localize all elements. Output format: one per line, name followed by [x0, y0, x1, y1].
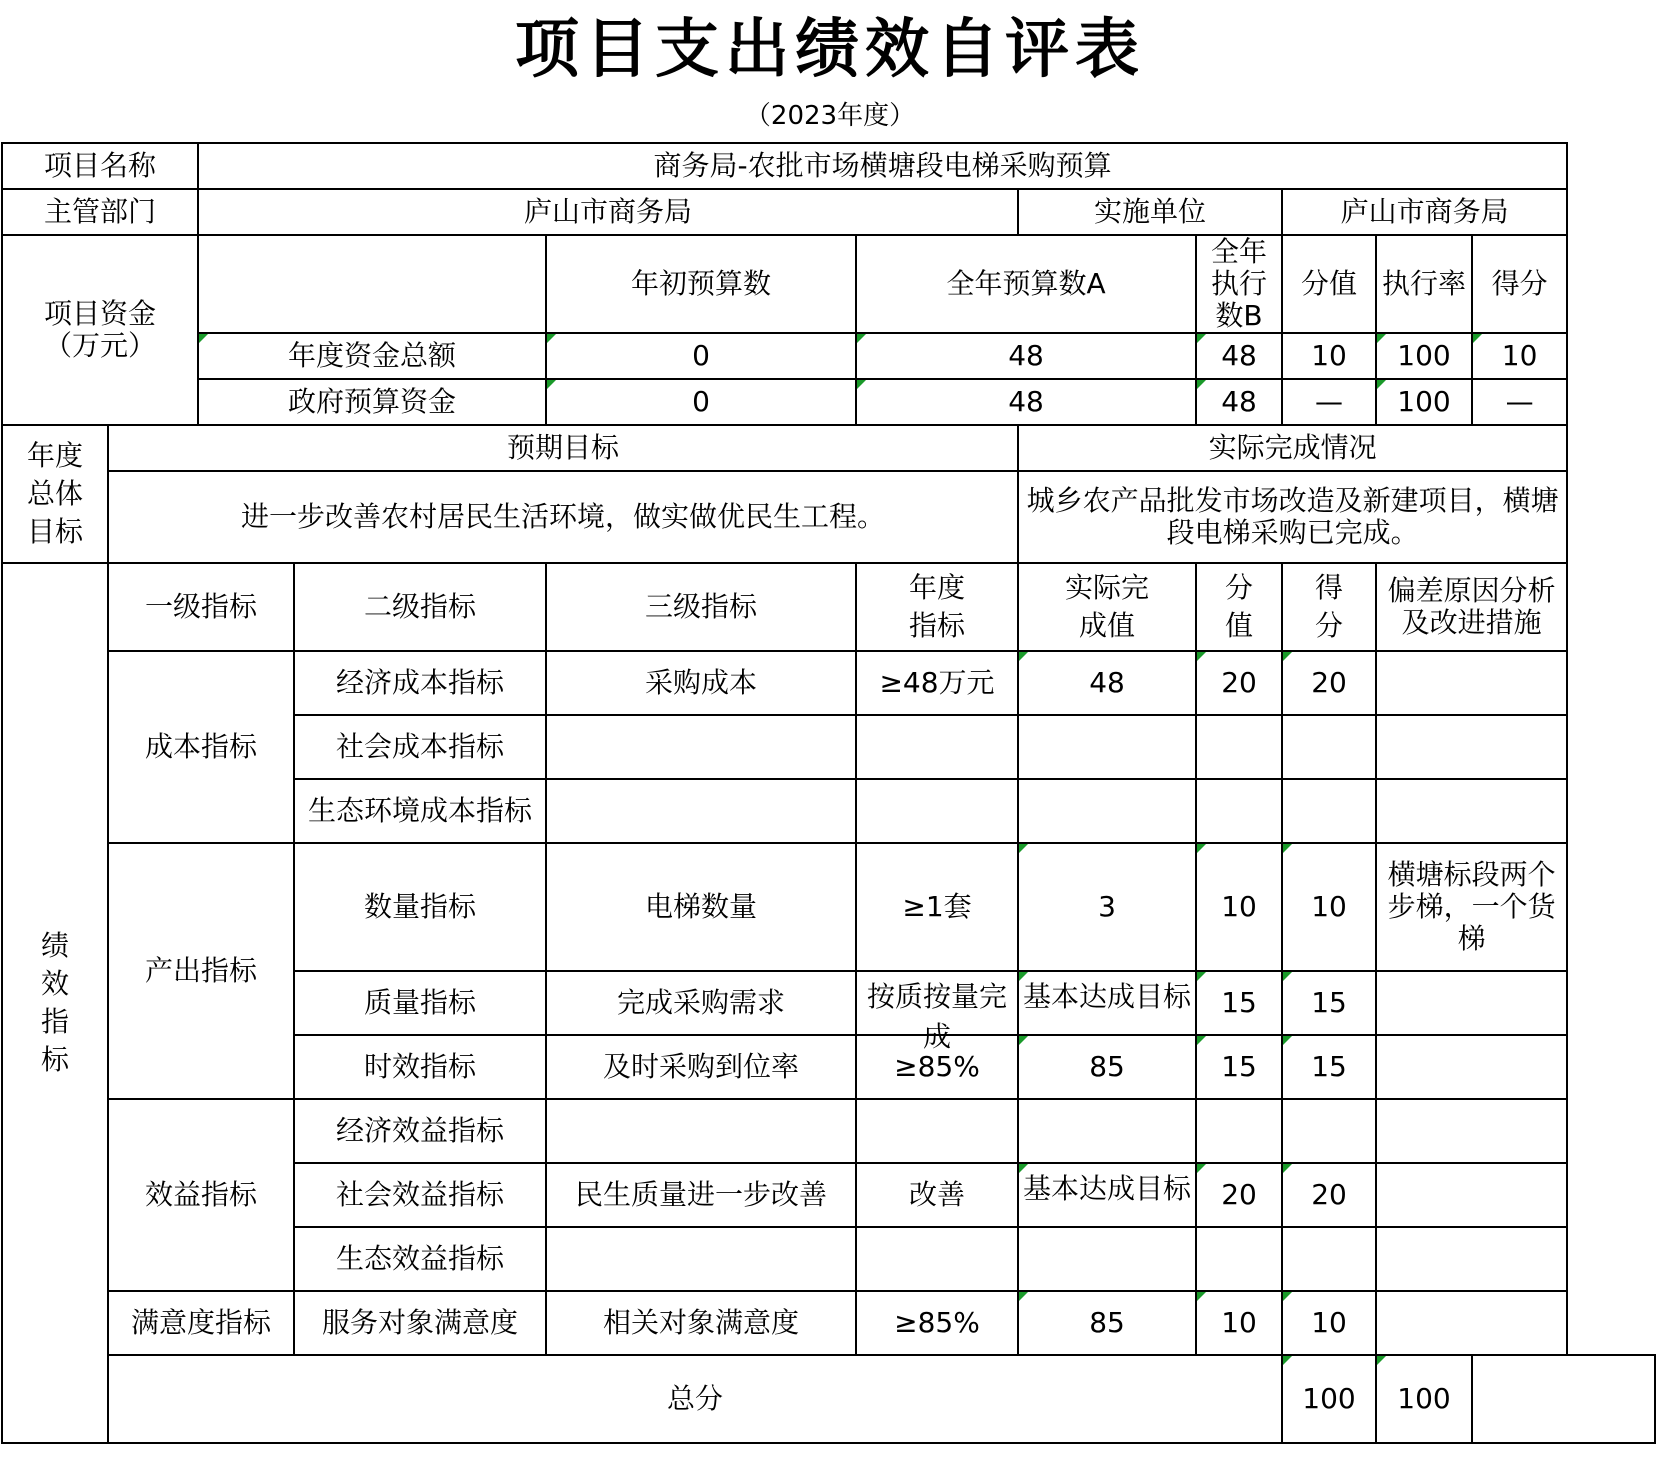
actual-cell [1018, 1163, 1196, 1227]
header-actual-text: 实际完成值 [1065, 571, 1150, 642]
value-cell: 15 [1196, 1035, 1282, 1099]
group-name: 效益指标 [108, 1099, 294, 1291]
funds-label-line2: （万元） [44, 329, 157, 362]
score-cell: 20 [1282, 1163, 1376, 1227]
funds-label-line1: 项目资金 [44, 297, 157, 330]
deviation-cell [1376, 1227, 1567, 1291]
value-cell [1196, 1099, 1282, 1163]
impl-value: 庐山市商务局 [1282, 189, 1567, 235]
annual-cell [856, 1099, 1018, 1163]
funds-row-score-value: 10 [1282, 333, 1376, 379]
funds-header-annual: 全年预算数A [856, 235, 1196, 333]
group-name: 满意度指标 [108, 1291, 294, 1355]
level2-cell: 数量指标 [294, 843, 546, 971]
header-score [1282, 563, 1376, 651]
value-cell [1196, 1227, 1282, 1291]
level2-cell: 经济效益指标 [294, 1099, 546, 1163]
score-cell: 15 [1282, 971, 1376, 1035]
funds-row-score: 10 [1472, 333, 1567, 379]
actual-cell: 3 [1018, 843, 1196, 971]
value-cell: 20 [1196, 651, 1282, 715]
annual-cell: ≥85% [856, 1035, 1018, 1099]
deviation-cell: 横塘标段两个步梯，一个货梯 [1376, 843, 1567, 971]
level2-cell: 质量指标 [294, 971, 546, 1035]
funds-row-name: 年度资金总额 [198, 333, 546, 379]
value-cell: 20 [1196, 1163, 1282, 1227]
dept-value: 庐山市商务局 [198, 189, 1018, 235]
funds-header-rate: 执行率 [1376, 235, 1472, 333]
funds-header-blank [198, 235, 546, 333]
annual-cell: ≥48万元 [856, 651, 1018, 715]
total-deviation [1472, 1355, 1655, 1443]
actual-cell [1018, 779, 1196, 843]
header-deviation: 偏差原因分析及改进措施 [1376, 563, 1567, 651]
funds-row-executed: 48 [1196, 333, 1282, 379]
actual-goal-text: 城乡农产品批发市场改造及新建项目，横塘段电梯采购已完成。 [1018, 471, 1567, 563]
header-annual [856, 563, 1018, 651]
level2-cell: 服务对象满意度 [294, 1291, 546, 1355]
funds-header-executed: 全年执行数B [1196, 235, 1282, 333]
funds-row-score: — [1472, 379, 1567, 425]
annual-cell: 改善 [856, 1163, 1018, 1227]
level3-cell: 及时采购到位率 [546, 1035, 856, 1099]
actual-cell-text: 基本达成目标 [1023, 980, 1192, 1013]
header-value-text: 分值 [1225, 571, 1254, 642]
group-name: 产出指标 [108, 843, 294, 1099]
level2-cell: 时效指标 [294, 1035, 546, 1099]
funds-row-score-value: — [1282, 379, 1376, 425]
total-label: 总分 [108, 1355, 1282, 1443]
header-actual [1018, 563, 1196, 651]
value-cell [1196, 715, 1282, 779]
header-score-text: 得分 [1315, 571, 1344, 642]
level3-cell: 电梯数量 [546, 843, 856, 971]
expected-goal-text: 进一步改善农村居民生活环境，做实做优民生工程。 [108, 471, 1018, 563]
actual-cell [1018, 1099, 1196, 1163]
funds-row-executed: 48 [1196, 379, 1282, 425]
goals-label [2, 425, 108, 563]
actual-cell [1018, 1227, 1196, 1291]
annual-cell [856, 779, 1018, 843]
deviation-cell [1376, 651, 1567, 715]
value-cell: 15 [1196, 971, 1282, 1035]
score-cell [1282, 1227, 1376, 1291]
score-cell: 10 [1282, 843, 1376, 971]
score-cell: 10 [1282, 1291, 1376, 1355]
actual-cell [1018, 971, 1196, 1035]
level3-cell [546, 715, 856, 779]
score-cell [1282, 779, 1376, 843]
evaluation-table [1, 142, 1656, 1444]
header-annual-text: 年度指标 [909, 571, 966, 642]
annual-cell [856, 715, 1018, 779]
level2-cell: 生态效益指标 [294, 1227, 546, 1291]
indicators-label-text: 绩效指标 [40, 929, 69, 1076]
score-cell [1282, 715, 1376, 779]
actual-cell [1018, 715, 1196, 779]
deviation-cell [1376, 1099, 1567, 1163]
actual-cell-text: 基本达成目标 [1023, 1172, 1192, 1205]
level3-cell: 民生质量进一步改善 [546, 1163, 856, 1227]
score-cell [1282, 1099, 1376, 1163]
deviation-cell [1376, 1035, 1567, 1099]
level3-cell: 完成采购需求 [546, 971, 856, 1035]
header-level2: 二级指标 [294, 563, 546, 651]
level2-cell: 社会成本指标 [294, 715, 546, 779]
value-cell: 10 [1196, 1291, 1282, 1355]
project-name: 商务局-农批市场横塘段电梯采购预算 [198, 143, 1567, 189]
level2-cell: 经济成本指标 [294, 651, 546, 715]
deviation-cell [1376, 971, 1567, 1035]
annual-cell: ≥1套 [856, 843, 1018, 971]
annual-cell [856, 971, 1018, 1053]
funds-row-annual: 48 [856, 333, 1196, 379]
funds-row-rate: 100 [1376, 379, 1472, 425]
funds-row-initial: 0 [546, 333, 856, 379]
deviation-cell [1376, 1163, 1567, 1227]
annual-cell: ≥85% [856, 1291, 1018, 1355]
score-cell: 20 [1282, 651, 1376, 715]
level2-cell: 生态环境成本指标 [294, 779, 546, 843]
sheet-title: 项目支出绩效自评表 [515, 12, 1145, 87]
value-cell: 10 [1196, 843, 1282, 971]
funds-row-initial: 0 [546, 379, 856, 425]
impl-label: 实施单位 [1018, 189, 1282, 235]
actual-cell: 85 [1018, 1291, 1196, 1355]
level3-cell [546, 779, 856, 843]
level3-cell [546, 1227, 856, 1291]
funds-row-annual: 48 [856, 379, 1196, 425]
deviation-cell [1376, 1291, 1567, 1355]
actual-goal-header: 实际完成情况 [1018, 425, 1567, 471]
funds-row-rate: 100 [1376, 333, 1472, 379]
deviation-cell [1376, 779, 1567, 843]
level2-cell: 社会效益指标 [294, 1163, 546, 1227]
funds-row-name: 政府预算资金 [198, 379, 546, 425]
annual-cell-text: 按质按量完成 [867, 980, 1008, 1053]
expected-goal-header: 预期目标 [108, 425, 1018, 471]
level3-cell [546, 1099, 856, 1163]
indicators-label [2, 563, 108, 1443]
value-cell [1196, 779, 1282, 843]
project-name-label: 项目名称 [2, 143, 198, 189]
funds-header-score-value: 分值 [1282, 235, 1376, 333]
total-value: 100 [1282, 1355, 1376, 1443]
level3-cell: 采购成本 [546, 651, 856, 715]
total-score: 100 [1376, 1355, 1472, 1443]
goals-label-text: 年度总体目标 [26, 439, 83, 548]
annual-cell [856, 1227, 1018, 1291]
score-cell: 15 [1282, 1035, 1376, 1099]
actual-cell: 85 [1018, 1035, 1196, 1099]
sheet-year: （2023年度） [744, 101, 916, 131]
funds-label [2, 235, 198, 425]
header-level1: 一级指标 [108, 563, 294, 651]
actual-cell: 48 [1018, 651, 1196, 715]
funds-header-initial: 年初预算数 [546, 235, 856, 333]
header-value [1196, 563, 1282, 651]
group-name: 成本指标 [108, 651, 294, 843]
header-level3: 三级指标 [546, 563, 856, 651]
level3-cell: 相关对象满意度 [546, 1291, 856, 1355]
deviation-cell [1376, 715, 1567, 779]
dept-label: 主管部门 [2, 189, 198, 235]
funds-header-score: 得分 [1472, 235, 1567, 333]
